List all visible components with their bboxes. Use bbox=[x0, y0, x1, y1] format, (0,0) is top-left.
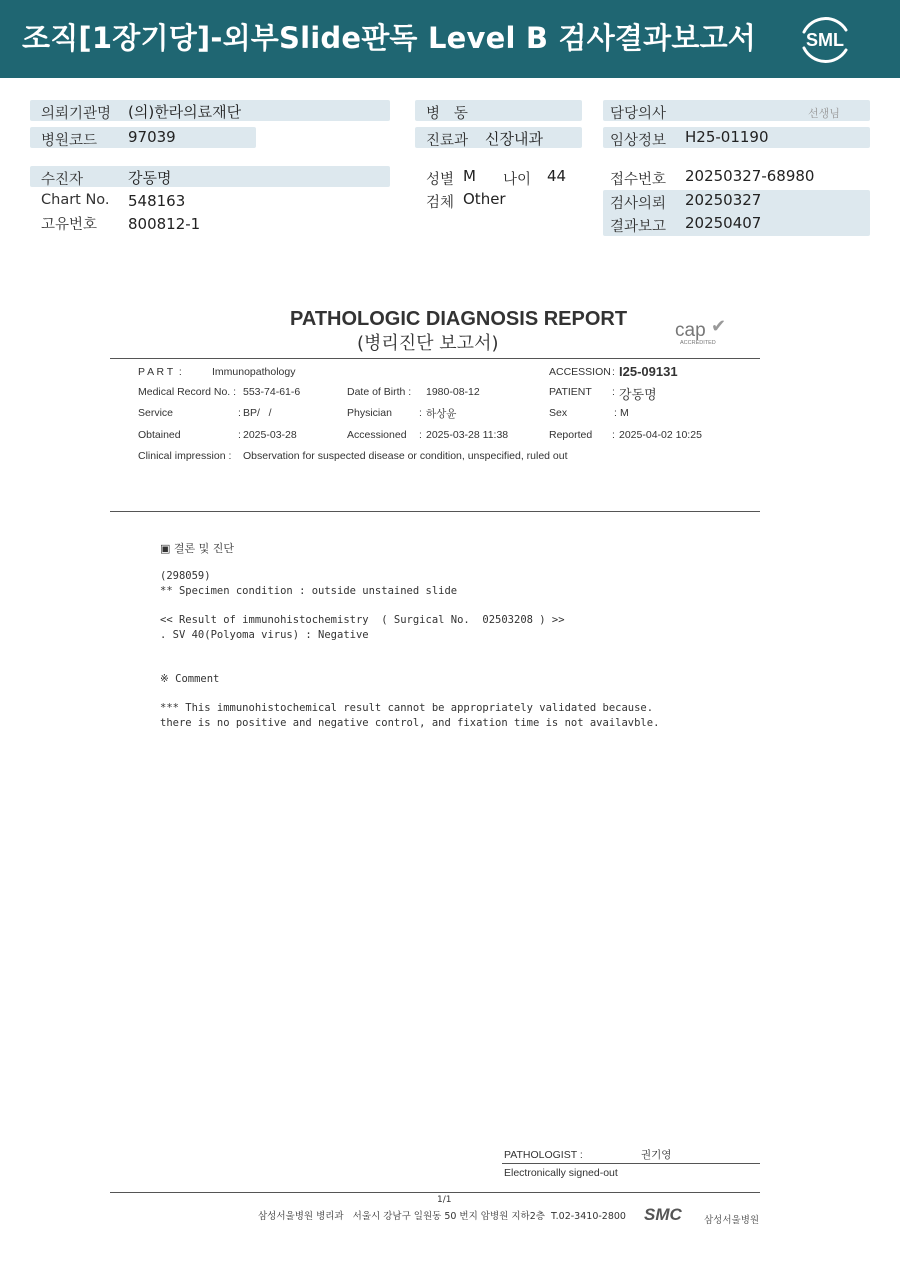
request-value: 20250327 bbox=[685, 191, 762, 209]
department-value: 신장내과 bbox=[485, 130, 543, 148]
request-label: 검사의뢰 bbox=[610, 196, 667, 212]
clinical-value: H25-01190 bbox=[685, 128, 769, 146]
body-line bbox=[160, 688, 659, 703]
report-divider-bottom bbox=[110, 1192, 760, 1193]
mrn-label: Medical Record No. : bbox=[138, 386, 237, 398]
body-line: (298059) bbox=[160, 570, 211, 582]
pathologist-value: 권기영 bbox=[641, 1149, 672, 1161]
age-label: 나이 bbox=[503, 172, 532, 188]
report-label: 결과보고 bbox=[610, 219, 667, 235]
sex-value: M bbox=[463, 167, 476, 185]
body-line: ** Specimen condition : outside unstained slide bbox=[160, 584, 458, 597]
part-value: Immunopathology bbox=[212, 366, 296, 378]
sml-logo bbox=[796, 10, 854, 68]
patient-value: 강동명 bbox=[128, 169, 172, 187]
body-line: ※ Comment bbox=[160, 672, 220, 685]
report-sex-value: M bbox=[620, 407, 629, 419]
part-label: P A R T : bbox=[138, 366, 182, 378]
body-line: *** This immunohistochemical result cannot be appropriately validated because. bbox=[160, 702, 654, 715]
age-value: 44 bbox=[547, 167, 567, 185]
report-divider-top bbox=[110, 358, 760, 359]
institution-value: (의)한라의료재단 bbox=[128, 103, 242, 121]
dob-label: Date of Birth : bbox=[347, 386, 412, 398]
clinical-impression-label: Clinical impression : bbox=[138, 450, 232, 462]
patient-bar bbox=[30, 166, 390, 187]
cap-accredited: ACCREDITED bbox=[680, 340, 716, 346]
signature-line bbox=[502, 1163, 760, 1164]
reported-label: Reported bbox=[549, 429, 593, 441]
report-body bbox=[160, 570, 659, 732]
hospital-code-label: 병원코드 bbox=[41, 133, 98, 149]
accession-label: ACCESSION bbox=[549, 366, 611, 378]
specimen-label: 검체 bbox=[426, 195, 455, 211]
physician-value: 하상윤 bbox=[426, 408, 457, 420]
physician-label: Physician bbox=[347, 407, 392, 419]
report-patient-value: 강동명 bbox=[619, 388, 657, 403]
receipt-label: 접수번호 bbox=[610, 172, 667, 188]
doctor-label: 담당의사 bbox=[610, 106, 667, 122]
obtained-value: 2025-03-28 bbox=[243, 429, 297, 441]
chart-value: 548163 bbox=[128, 192, 186, 210]
report-divider-mid bbox=[110, 511, 760, 512]
chart-label: Chart No. bbox=[41, 192, 110, 208]
body-line: . SV 40(Polyoma virus) : Negative bbox=[160, 628, 369, 641]
pathologist-label: PATHOLOGIST : bbox=[504, 1149, 583, 1161]
service-value: BP/ / bbox=[243, 407, 272, 419]
accessioned-value: 2025-03-28 11:38 bbox=[426, 429, 509, 441]
sex-label: 성별 bbox=[426, 172, 455, 188]
unique-value: 800812-1 bbox=[128, 215, 201, 233]
page-title: 조직[1장기당]-외부Slide판독 Level B 검사결과보고서 bbox=[22, 21, 756, 55]
page-number: 1/1 bbox=[437, 1195, 452, 1205]
cap-accredited-logo bbox=[675, 316, 737, 350]
hospital-code-value: 97039 bbox=[128, 128, 176, 146]
body-line: << Result of immunohistochemistry ( Surgical No. 02503208 ) >> bbox=[160, 614, 565, 627]
report-value: 20250407 bbox=[685, 214, 762, 232]
service-label: Service bbox=[138, 407, 174, 419]
ward-label: 병 동 bbox=[426, 106, 468, 122]
receipt-value: 20250327-68980 bbox=[685, 167, 815, 185]
footer-address: 삼성서울병원 병리과 서울시 강남구 일원동 50 번지 암병원 지하2층 T.02-3410-2800 bbox=[258, 1211, 626, 1222]
body-line bbox=[160, 643, 659, 658]
specimen-value: Other bbox=[463, 190, 506, 208]
diagnosis-heading: ▣ 결론 및 진단 bbox=[160, 542, 235, 555]
mrn-value: 553-74-61-6 bbox=[243, 386, 301, 398]
report-title: PATHOLOGIC DIAGNOSIS REPORT bbox=[290, 308, 628, 330]
body-line bbox=[160, 658, 659, 673]
clinical-label: 임상정보 bbox=[610, 133, 667, 149]
accession-value: I25-09131 bbox=[619, 364, 678, 379]
obtained-label: Obtained bbox=[138, 429, 181, 441]
dob-value: 1980-08-12 bbox=[426, 386, 480, 398]
footer-hospital: 삼성서울병원 bbox=[704, 1215, 760, 1226]
institution-label: 의뢰기관명 bbox=[41, 106, 112, 122]
report-subtitle: (병리진단 보고서) bbox=[357, 333, 499, 354]
cap-text: cap bbox=[675, 320, 706, 341]
doctor-suffix: 선생님 bbox=[808, 107, 840, 120]
department-label: 진료과 bbox=[426, 133, 469, 149]
logo-text: SML bbox=[806, 30, 844, 50]
body-line bbox=[160, 599, 659, 614]
report-sex-label: Sex bbox=[549, 407, 568, 419]
signed-text: Electronically signed-out bbox=[504, 1167, 618, 1179]
smc-logo: SMC bbox=[644, 1205, 682, 1224]
checkmark-icon: ✔ bbox=[711, 316, 727, 337]
report-patient-label: PATIENT bbox=[549, 386, 592, 398]
patient-label: 수진자 bbox=[41, 172, 84, 188]
unique-label: 고유번호 bbox=[41, 217, 98, 233]
reported-value: 2025-04-02 10:25 bbox=[619, 429, 702, 441]
clinical-impression-value: Observation for suspected disease or condition, unspecified, ruled out bbox=[243, 450, 568, 462]
body-line: there is no positive and negative control, and fixation time is not availavble. bbox=[160, 716, 660, 729]
accessioned-label: Accessioned bbox=[347, 429, 407, 441]
